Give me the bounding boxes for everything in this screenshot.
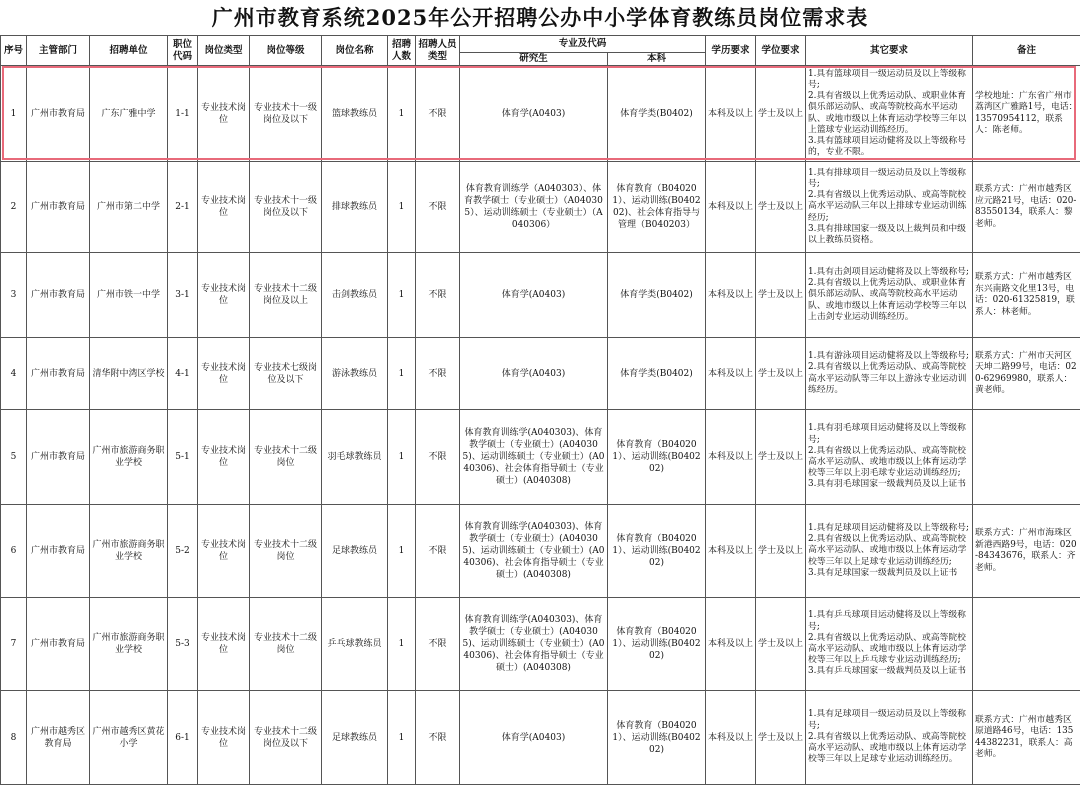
cell-grad: 体育学(A0403) xyxy=(460,338,608,410)
cell-level: 专业技术十二级岗位 xyxy=(250,505,322,598)
cell-other xyxy=(806,66,973,162)
cell-pers-type: 不限 xyxy=(416,338,460,410)
cell-name: 羽毛球教练员 xyxy=(322,410,388,505)
cell-type: 专业技术岗位 xyxy=(198,410,250,505)
cell-count: 1 xyxy=(388,691,416,785)
header-seq: 序号 xyxy=(1,36,27,66)
cell-seq: 2 xyxy=(1,162,27,253)
header-other: 其它要求 xyxy=(806,36,973,66)
cell-dept: 广州市教育局 xyxy=(27,598,90,691)
other-line: 2.具有省级以上优秀运动队、或高等院校高水平运动队、或地市级以上体育运动学校等三年以上足球专业运动训练经历。 xyxy=(808,731,967,765)
cell-unit: 广州市第二中学 xyxy=(90,162,168,253)
cell-grad: 体育教育训练学（A040303）、体育教学硕士（专业硕士）（A040305）、运动训练硕士（专业硕士）（A040306） xyxy=(460,162,608,253)
other-line: 2.具有省级以上优秀运动队、或职业体育俱乐部运动队、或高等院校高水平运动队、或地市级以上体育运动学校等三年以上篮球专业运动训练经历。 xyxy=(808,91,967,135)
cell-type: 专业技术岗位 xyxy=(198,338,250,410)
cell-code: 6-1 xyxy=(168,691,198,785)
cell-code: 5-2 xyxy=(168,505,198,598)
cell-pers-type: 不限 xyxy=(416,162,460,253)
cell-note xyxy=(973,598,1080,691)
cell-dept: 广州市教育局 xyxy=(27,253,90,338)
cell-code: 1-1 xyxy=(168,66,198,162)
table-row xyxy=(1,505,1080,598)
cell-name: 排球教练员 xyxy=(322,162,388,253)
cell-level: 专业技术十二级岗位及以上 xyxy=(250,253,322,338)
other-line: 1.具有足球项目运动健将及以上等级称号; xyxy=(808,522,969,533)
cell-seq: 5 xyxy=(1,410,27,505)
cell-grad: 体育教育训练学(A040303)、体育教学硕士（专业硕士）(A040305)、运动训练硕士（专业硕士）(A040306)、社会体育指导硕士（专业硕士）(A040308) xyxy=(460,598,608,691)
cell-count: 1 xyxy=(388,410,416,505)
cell-other xyxy=(806,691,973,785)
cell-pers-type: 不限 xyxy=(416,66,460,162)
cell-undergrad: 体育教育（B040201）、运动训练(B040202) xyxy=(608,691,706,785)
other-line: 1.具有足球项目一级运动员及以上等级称号; xyxy=(808,709,966,731)
cell-name: 篮球教练员 xyxy=(322,66,388,162)
cell-edu: 本科及以上 xyxy=(706,505,756,598)
cell-degree: 学士及以上 xyxy=(756,66,806,162)
cell-grad: 体育教育训练学(A040303)、体育教学硕士（专业硕士）(A040305)、运动训练硕士（专业硕士）(A040306)、社会体育指导硕士（专业硕士）(A040308) xyxy=(460,505,608,598)
other-line: 2.具有省级以上优秀运动队、或高等院校高水平运动队、或地市级以上体育运动学校等三年以上羽毛球专业运动训练经历; xyxy=(808,445,967,479)
cell-undergrad: 体育学类(B0402) xyxy=(608,338,706,410)
table-row xyxy=(1,598,1080,691)
cell-dept: 广州市教育局 xyxy=(27,162,90,253)
cell-degree: 学士及以上 xyxy=(756,410,806,505)
cell-unit: 清华附中湾区学校 xyxy=(90,338,168,410)
cell-name: 足球教练员 xyxy=(322,505,388,598)
cell-pers-type: 不限 xyxy=(416,691,460,785)
cell-note: 联系方式：广州市越秀区应元路21号，电话：020-83550134，联系人：黎老师。 xyxy=(973,162,1080,253)
cell-other xyxy=(806,338,973,410)
header-pers-type: 招聘人员类型 xyxy=(416,36,460,66)
table-row xyxy=(1,410,1080,505)
cell-undergrad: 体育学类(B0402) xyxy=(608,66,706,162)
cell-other xyxy=(806,505,973,598)
cell-name: 游泳教练员 xyxy=(322,338,388,410)
other-line: 2.具有省级以上优秀运动队、或高等院校高水平运动队三年以上排球专业运动训练经历; xyxy=(808,190,967,223)
cell-seq: 7 xyxy=(1,598,27,691)
cell-undergrad: 体育教育（B040201）、运动训练(B040202) xyxy=(608,598,706,691)
cell-level: 专业技术十二级岗位 xyxy=(250,598,322,691)
cell-degree: 学士及以上 xyxy=(756,505,806,598)
cell-grad: 体育学(A0403) xyxy=(460,691,608,785)
cell-note: 联系方式：广州市天河区天坤二路99号，电话：020-62969980，联系人：黄老师。 xyxy=(973,338,1080,410)
cell-count: 1 xyxy=(388,253,416,338)
cell-unit: 广州市越秀区黄花小学 xyxy=(90,691,168,785)
cell-pers-type: 不限 xyxy=(416,505,460,598)
cell-seq: 8 xyxy=(1,691,27,785)
cell-dept: 广州市教育局 xyxy=(27,66,90,162)
cell-other xyxy=(806,253,973,338)
cell-type: 专业技术岗位 xyxy=(198,253,250,338)
header-note: 备注 xyxy=(973,36,1080,66)
cell-pers-type: 不限 xyxy=(416,253,460,338)
cell-other xyxy=(806,598,973,691)
cell-code: 5-3 xyxy=(168,598,198,691)
cell-seq: 6 xyxy=(1,505,27,598)
cell-degree: 学士及以上 xyxy=(756,253,806,338)
cell-edu: 本科及以上 xyxy=(706,338,756,410)
cell-edu: 本科及以上 xyxy=(706,66,756,162)
other-line: 2.具有省级以上优秀运动队、或高等院校高水平运动队等三年以上游泳专业运动训练经历。 xyxy=(808,362,967,395)
header-edu: 学历要求 xyxy=(706,36,756,66)
cell-level: 专业技术十二级岗位及以下 xyxy=(250,691,322,785)
header-name: 岗位名称 xyxy=(322,36,388,66)
header-major: 专业及代码 xyxy=(460,36,706,53)
other-line: 3.具有篮球项目运动健将及以上等级称号的，专业不限。 xyxy=(808,135,966,158)
header-unit: 招聘单位 xyxy=(90,36,168,66)
recruitment-table xyxy=(0,35,1080,785)
table-row xyxy=(1,338,1080,410)
cell-edu: 本科及以上 xyxy=(706,598,756,691)
cell-seq: 4 xyxy=(1,338,27,410)
cell-type: 专业技术岗位 xyxy=(198,66,250,162)
cell-pers-type: 不限 xyxy=(416,410,460,505)
cell-undergrad: 体育学类(B0402) xyxy=(608,253,706,338)
cell-name: 足球教练员 xyxy=(322,691,388,785)
other-line: 1.具有乒乓球项目运动健将及以上等级称号; xyxy=(808,610,966,632)
other-line: 1.具有游泳项目运动健将及以上等级称号; xyxy=(808,351,969,362)
cell-count: 1 xyxy=(388,338,416,410)
header-type: 岗位类型 xyxy=(198,36,250,66)
cell-name: 击剑教练员 xyxy=(322,253,388,338)
cell-note: 学校地址：广东省广州市荔湾区广雅路1号，电话：13570954112，联系人：陈老师。 xyxy=(973,66,1080,162)
cell-seq: 1 xyxy=(1,66,27,162)
header-grad: 研究生 xyxy=(460,53,608,66)
cell-count: 1 xyxy=(388,66,416,162)
cell-level: 专业技术十一级岗位及以下 xyxy=(250,162,322,253)
cell-level: 专业技术十二级岗位 xyxy=(250,410,322,505)
cell-edu: 本科及以上 xyxy=(706,410,756,505)
cell-type: 专业技术岗位 xyxy=(198,505,250,598)
cell-undergrad: 体育教育（B040201）、运动训练(B040202)、社会体育指导与管理（B040203） xyxy=(608,162,706,253)
other-line: 2.具有省级以上优秀运动队、或高等院校高水平运动队、或地市级以上体育运动学校等三年以上乒乓球专业运动训练经历; xyxy=(808,632,967,666)
table-row xyxy=(1,253,1080,338)
cell-type: 专业技术岗位 xyxy=(198,598,250,691)
cell-type: 专业技术岗位 xyxy=(198,691,250,785)
page-title: 广州市教育系统2025年公开招聘公办中小学体育教练员岗位需求表 xyxy=(211,5,869,30)
cell-edu: 本科及以上 xyxy=(706,691,756,785)
cell-count: 1 xyxy=(388,505,416,598)
other-line: 3.具有乒乓球国家一级裁判员及以上证书 xyxy=(808,666,966,677)
other-line: 1.具有排球项目一级运动员及以上等级称号; xyxy=(808,167,966,189)
other-line: 1.具有羽毛球项目运动健将及以上等级称号; xyxy=(808,423,966,445)
header-level: 岗位等级 xyxy=(250,36,322,66)
cell-note: 联系方式：广州市越秀区原道路46号，电话：13544382231，联系人：高老师。 xyxy=(973,691,1080,785)
cell-degree: 学士及以上 xyxy=(756,338,806,410)
table-row xyxy=(1,66,1080,162)
cell-seq: 3 xyxy=(1,253,27,338)
cell-unit: 广州市铁一中学 xyxy=(90,253,168,338)
cell-level: 专业技术十一级岗位及以下 xyxy=(250,66,322,162)
cell-dept: 广州市越秀区教育局 xyxy=(27,691,90,785)
header-count: 招聘人数 xyxy=(388,36,416,66)
other-line: 2.具有省级以上优秀运动队、或高等院校高水平运动队、或地市级以上体育运动学校等三年以上足球专业运动训练经历; xyxy=(808,534,967,567)
cell-type: 专业技术岗位 xyxy=(198,162,250,253)
cell-degree: 学士及以上 xyxy=(756,691,806,785)
cell-count: 1 xyxy=(388,598,416,691)
cell-unit: 广州市旅游商务职业学校 xyxy=(90,598,168,691)
cell-name: 乒乓球教练员 xyxy=(322,598,388,691)
cell-code: 3-1 xyxy=(168,253,198,338)
cell-code: 5-1 xyxy=(168,410,198,505)
cell-grad: 体育学(A0403) xyxy=(460,66,608,162)
cell-code: 4-1 xyxy=(168,338,198,410)
cell-code: 2-1 xyxy=(168,162,198,253)
cell-other xyxy=(806,162,973,253)
cell-degree: 学士及以上 xyxy=(756,162,806,253)
cell-note: 联系方式：广州市海珠区新港西路9号，电话：020-84343676，联系人：齐老师。 xyxy=(973,505,1080,598)
cell-dept: 广州市教育局 xyxy=(27,505,90,598)
cell-undergrad: 体育教育（B040201）、运动训练(B040202) xyxy=(608,505,706,598)
header-degree: 学位要求 xyxy=(756,36,806,66)
cell-other xyxy=(806,410,973,505)
cell-edu: 本科及以上 xyxy=(706,253,756,338)
header-dept: 主管部门 xyxy=(27,36,90,66)
cell-grad: 体育教育训练学(A040303)、体育教学硕士（专业硕士）(A040305)、运动训练硕士（专业硕士）(A040306)、社会体育指导硕士（专业硕士）(A040308) xyxy=(460,410,608,505)
table-row xyxy=(1,691,1080,785)
cell-dept: 广州市教育局 xyxy=(27,410,90,505)
cell-dept: 广州市教育局 xyxy=(27,338,90,410)
cell-undergrad: 体育教育（B040201）、运动训练(B040202) xyxy=(608,410,706,505)
cell-count: 1 xyxy=(388,162,416,253)
cell-unit: 广东广雅中学 xyxy=(90,66,168,162)
other-line: 3.具有羽毛球国家一级裁判员及以上证书 xyxy=(808,479,966,490)
other-line: 1.具有篮球项目一级运动员及以上等级称号; xyxy=(808,68,966,90)
other-line: 1.具有击剑项目运动健将及以上等级称号; xyxy=(808,266,969,277)
cell-edu: 本科及以上 xyxy=(706,162,756,253)
header-undergrad: 本科 xyxy=(608,53,706,66)
header-code: 职位代码 xyxy=(168,36,198,66)
cell-note xyxy=(973,410,1080,505)
other-line: 2.具有省级以上优秀运动队、或职业体育俱乐部运动队、或高等院校高水平运动队、或地市级以上体育运动学校等三年以上击剑专业运动训练经历。 xyxy=(808,278,967,322)
table-row xyxy=(1,162,1080,253)
cell-level: 专业技术七级岗位及以下 xyxy=(250,338,322,410)
cell-degree: 学士及以上 xyxy=(756,598,806,691)
other-line: 3.具有排球国家一级及以上裁判员和中级以上教练员资格。 xyxy=(808,223,966,245)
other-line: 3.具有足球国家一级裁判员及以上证书 xyxy=(808,567,958,578)
cell-pers-type: 不限 xyxy=(416,598,460,691)
cell-unit: 广州市旅游商务职业学校 xyxy=(90,410,168,505)
cell-grad: 体育学(A0403) xyxy=(460,253,608,338)
cell-unit: 广州市旅游商务职业学校 xyxy=(90,505,168,598)
cell-note: 联系方式：广州市越秀区东兴南路文化里13号，电话：020-61325819，联系人：林老师。 xyxy=(973,253,1080,338)
